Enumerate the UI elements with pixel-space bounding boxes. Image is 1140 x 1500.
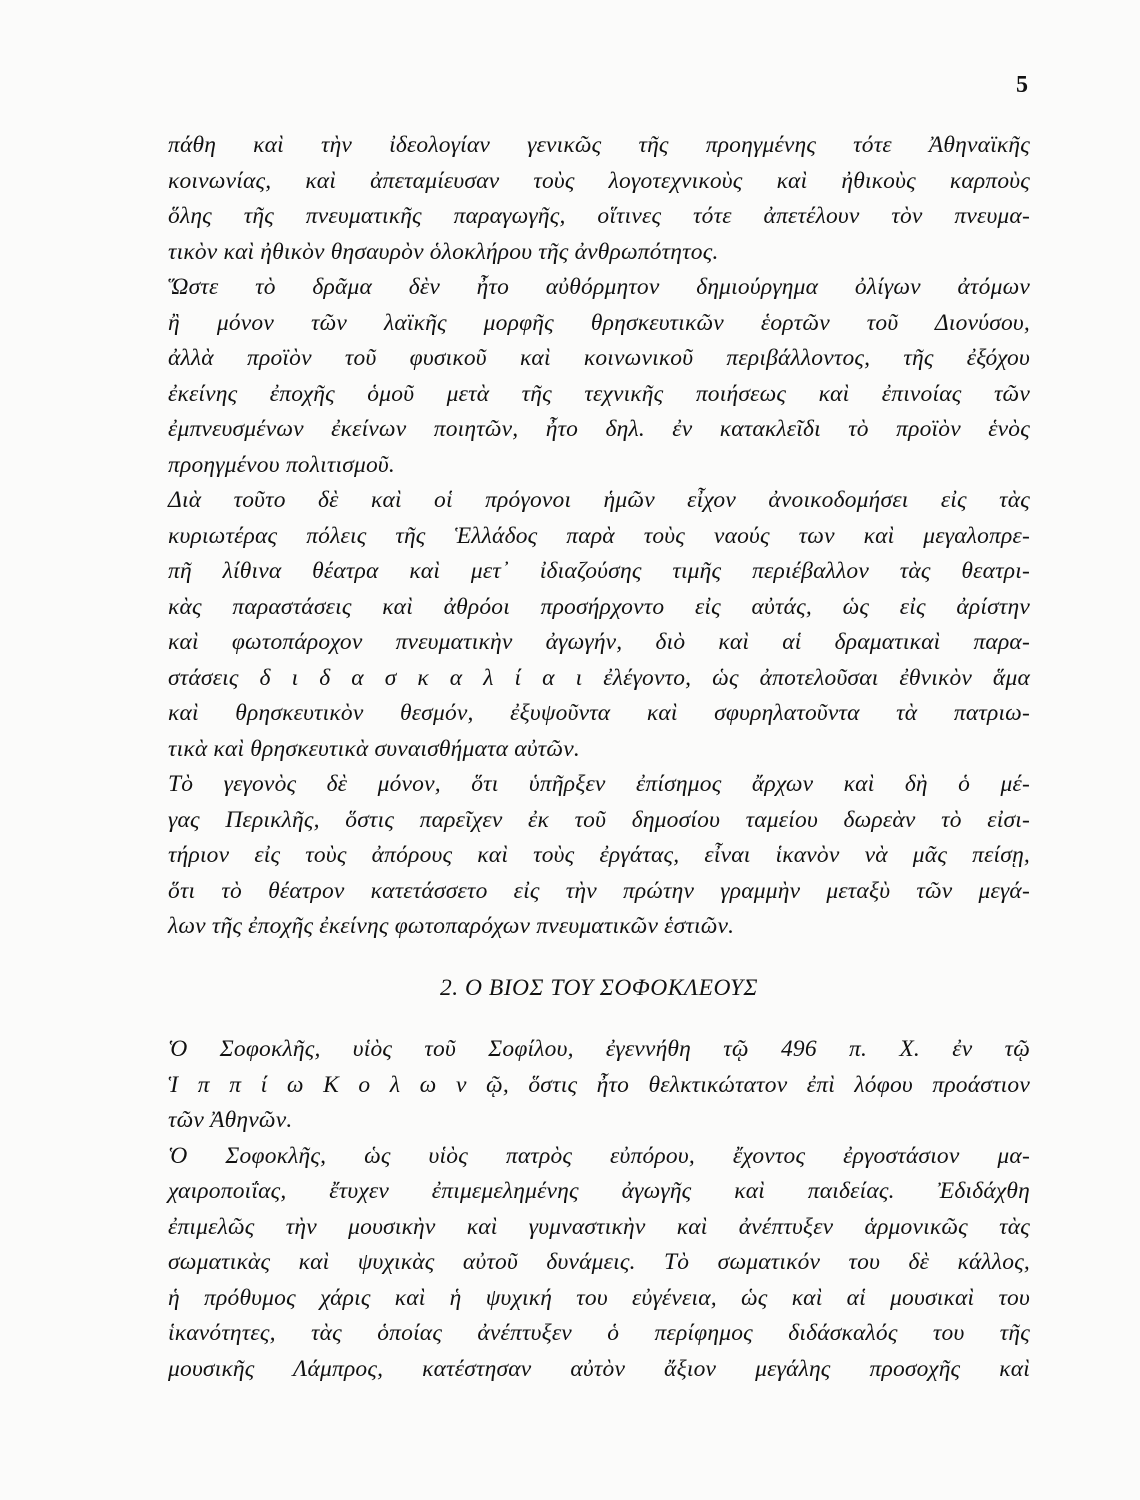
- paragraph-group-2: [168, 1032, 1030, 1387]
- text-line: τικὸν καὶ ἠθικὸν θησαυρὸν ὁλοκλήρου τῆς ἀνθρωπότητος.: [168, 238, 719, 265]
- text-line: τήριον εἰς τοὺς ἀπόρους καὶ τοὺς ἐργάτας, εἶναι ἱκανὸν νὰ μᾶς πείσῃ,: [168, 842, 1030, 868]
- text-line: σωματικὰς καὶ ψυχικὰς αὐτοῦ δυνάμεις. Τὸ σωματικόν του δὲ κάλλος,: [168, 1249, 1030, 1275]
- text-line: καὶ φωτοπάροχον πνευματικὴν ἀγωγήν, διὸ καὶ αἱ δραματικαὶ παρα-: [168, 629, 1030, 655]
- text-line: Τὸ γεγονὸς δὲ μόνον, ὅτι ὑπῆρξεν ἐπίσημος ἄρχων καὶ δὴ ὁ μέ-: [168, 771, 1030, 797]
- text-line: χαιροποιΐας, ἔτυχεν ἐπιμεμελημένης ἀγωγῆς καὶ παιδείας. Ἐδιδάχθη: [168, 1178, 1030, 1204]
- text-line: Ὁ Σοφοκλῆς, υἱὸς τοῦ Σοφίλου, ἐγεννήθη τῷ 496 π. Χ. ἐν τῷ: [168, 1036, 1030, 1062]
- text-line: κυριωτέρας πόλεις τῆς Ἑλλάδος παρὰ τοὺς ναούς των καὶ μεγαλοπρε-: [168, 522, 1030, 549]
- text-line: κοινωνίας, καὶ ἀπεταμίευσαν τοὺς λογοτεχνικοὺς καὶ ἠθικοὺς καρποὺς: [168, 167, 1030, 194]
- text-line: ἡ πρόθυμος χάρις καὶ ἡ ψυχική του εὐγένεια, ὡς καὶ αἱ μουσικαὶ του: [168, 1284, 1030, 1311]
- body-text: [168, 128, 1030, 1387]
- text-line: ὅλης τῆς πνευματικῆς παραγωγῆς, οἵτινες τότε ἀπετέλουν τὸν πνευμα-: [168, 203, 1030, 229]
- paragraph-group-1: [168, 128, 1030, 945]
- text-line: κὰς παραστάσεις καὶ ἀθρόοι προσήρχοντο εἰς αὐτάς, ὡς εἰς ἀρίστην: [168, 593, 1030, 620]
- text-line: Διὰ τοῦτο δὲ καὶ οἱ πρόγονοι ἡμῶν εἶχον ἀνοικοδομήσει εἰς τὰς: [168, 487, 1030, 513]
- text-line: τῶν Ἀθηνῶν.: [168, 1107, 293, 1133]
- text-line: τικὰ καὶ θρησκευτικὰ συναισθήματα αὐτῶν.: [168, 735, 580, 762]
- text-line: στάσεις δ ι δ α σ κ α λ ί α ι ἐλέγοντο, ὡς ἀποτελοῦσαι ἐθνικὸν ἅμα: [168, 664, 1030, 691]
- text-line: ἐκείνης ἐποχῆς ὁμοῦ μετὰ τῆς τεχνικῆς ποιήσεως καὶ ἐπινοίας τῶν: [168, 380, 1030, 407]
- text-line: ἀλλὰ προϊὸν τοῦ φυσικοῦ καὶ κοινωνικοῦ περιβάλλοντος, τῆς ἐξόχου: [168, 345, 1030, 371]
- text-line: προηγμένου πολιτισμοῦ.: [168, 451, 395, 478]
- text-line: λων τῆς ἐποχῆς ἐκείνης φωτοπαρόχων πνευματικῶν ἑστιῶν.: [168, 913, 735, 939]
- text-line: Ὁ Σοφοκλῆς, ὡς υἱὸς πατρὸς εὐπόρου, ἔχοντος ἐργοστάσιον μα-: [168, 1142, 1030, 1169]
- text-line: ἱκανότητες, τὰς ὁποίας ἀνέπτυξεν ὁ περίφημος διδάσκαλός του τῆς: [168, 1320, 1030, 1346]
- text-line: Ἱ π π ί ω Κ ο λ ω ν ῷ, ὅστις ἦτο θελκτικώτατον ἐπὶ λόφου προάστιον: [168, 1071, 1030, 1098]
- text-line: ἐμπνευσμένων ἐκείνων ποιητῶν, ἦτο δηλ. ἐν κατακλεῖδι τὸ προϊὸν ἑνὸς: [168, 416, 1030, 442]
- text-line: μουσικῆς Λάμπρος, κατέστησαν αὐτὸν ἄξιον μεγάλης προσοχῆς καὶ: [168, 1355, 1030, 1382]
- page-number: 5: [1016, 72, 1028, 98]
- text-line: πάθη καὶ τὴν ἰδεολογίαν γενικῶς τῆς προηγμένης τότε Ἀθηναϊκῆς: [168, 132, 1030, 158]
- text-line: ἐπιμελῶς τὴν μουσικὴν καὶ γυμναστικὴν καὶ ἀνέπτυξεν ἁρμονικῶς τὰς: [168, 1213, 1030, 1240]
- section-heading: 2. Ο ΒΙΟΣ ΤΟΥ ΣΟΦΟΚΛΕΟΥΣ: [440, 974, 758, 1001]
- text-line: πῆ λίθινα θέατρα καὶ μετ᾽ ἰδιαζούσης τιμῆς περιέβαλλον τὰς θεατρι-: [168, 558, 1030, 584]
- text-line: καὶ θρησκευτικὸν θεσμόν, ἐξυψοῦντα καὶ σφυρηλατοῦντα τὰ πατριω-: [168, 700, 1030, 726]
- text-line: Ὥστε τὸ δρᾶμα δὲν ἦτο αὐθόρμητον δημιούργημα ὀλίγων ἀτόμων: [168, 274, 1030, 300]
- text-line: ὅτι τὸ θέατρον κατετάσσετο εἰς τὴν πρώτην γραμμὴν μεταξὺ τῶν μεγά-: [168, 877, 1030, 904]
- text-line: ἢ μόνον τῶν λαϊκῆς μορφῆς θρησκευτικῶν ἑορτῶν τοῦ Διονύσου,: [168, 309, 1030, 336]
- text-line: γας Περικλῆς, ὅστις παρεῖχεν ἐκ τοῦ δημοσίου ταμείου δωρεὰν τὸ εἰσι-: [168, 806, 1030, 833]
